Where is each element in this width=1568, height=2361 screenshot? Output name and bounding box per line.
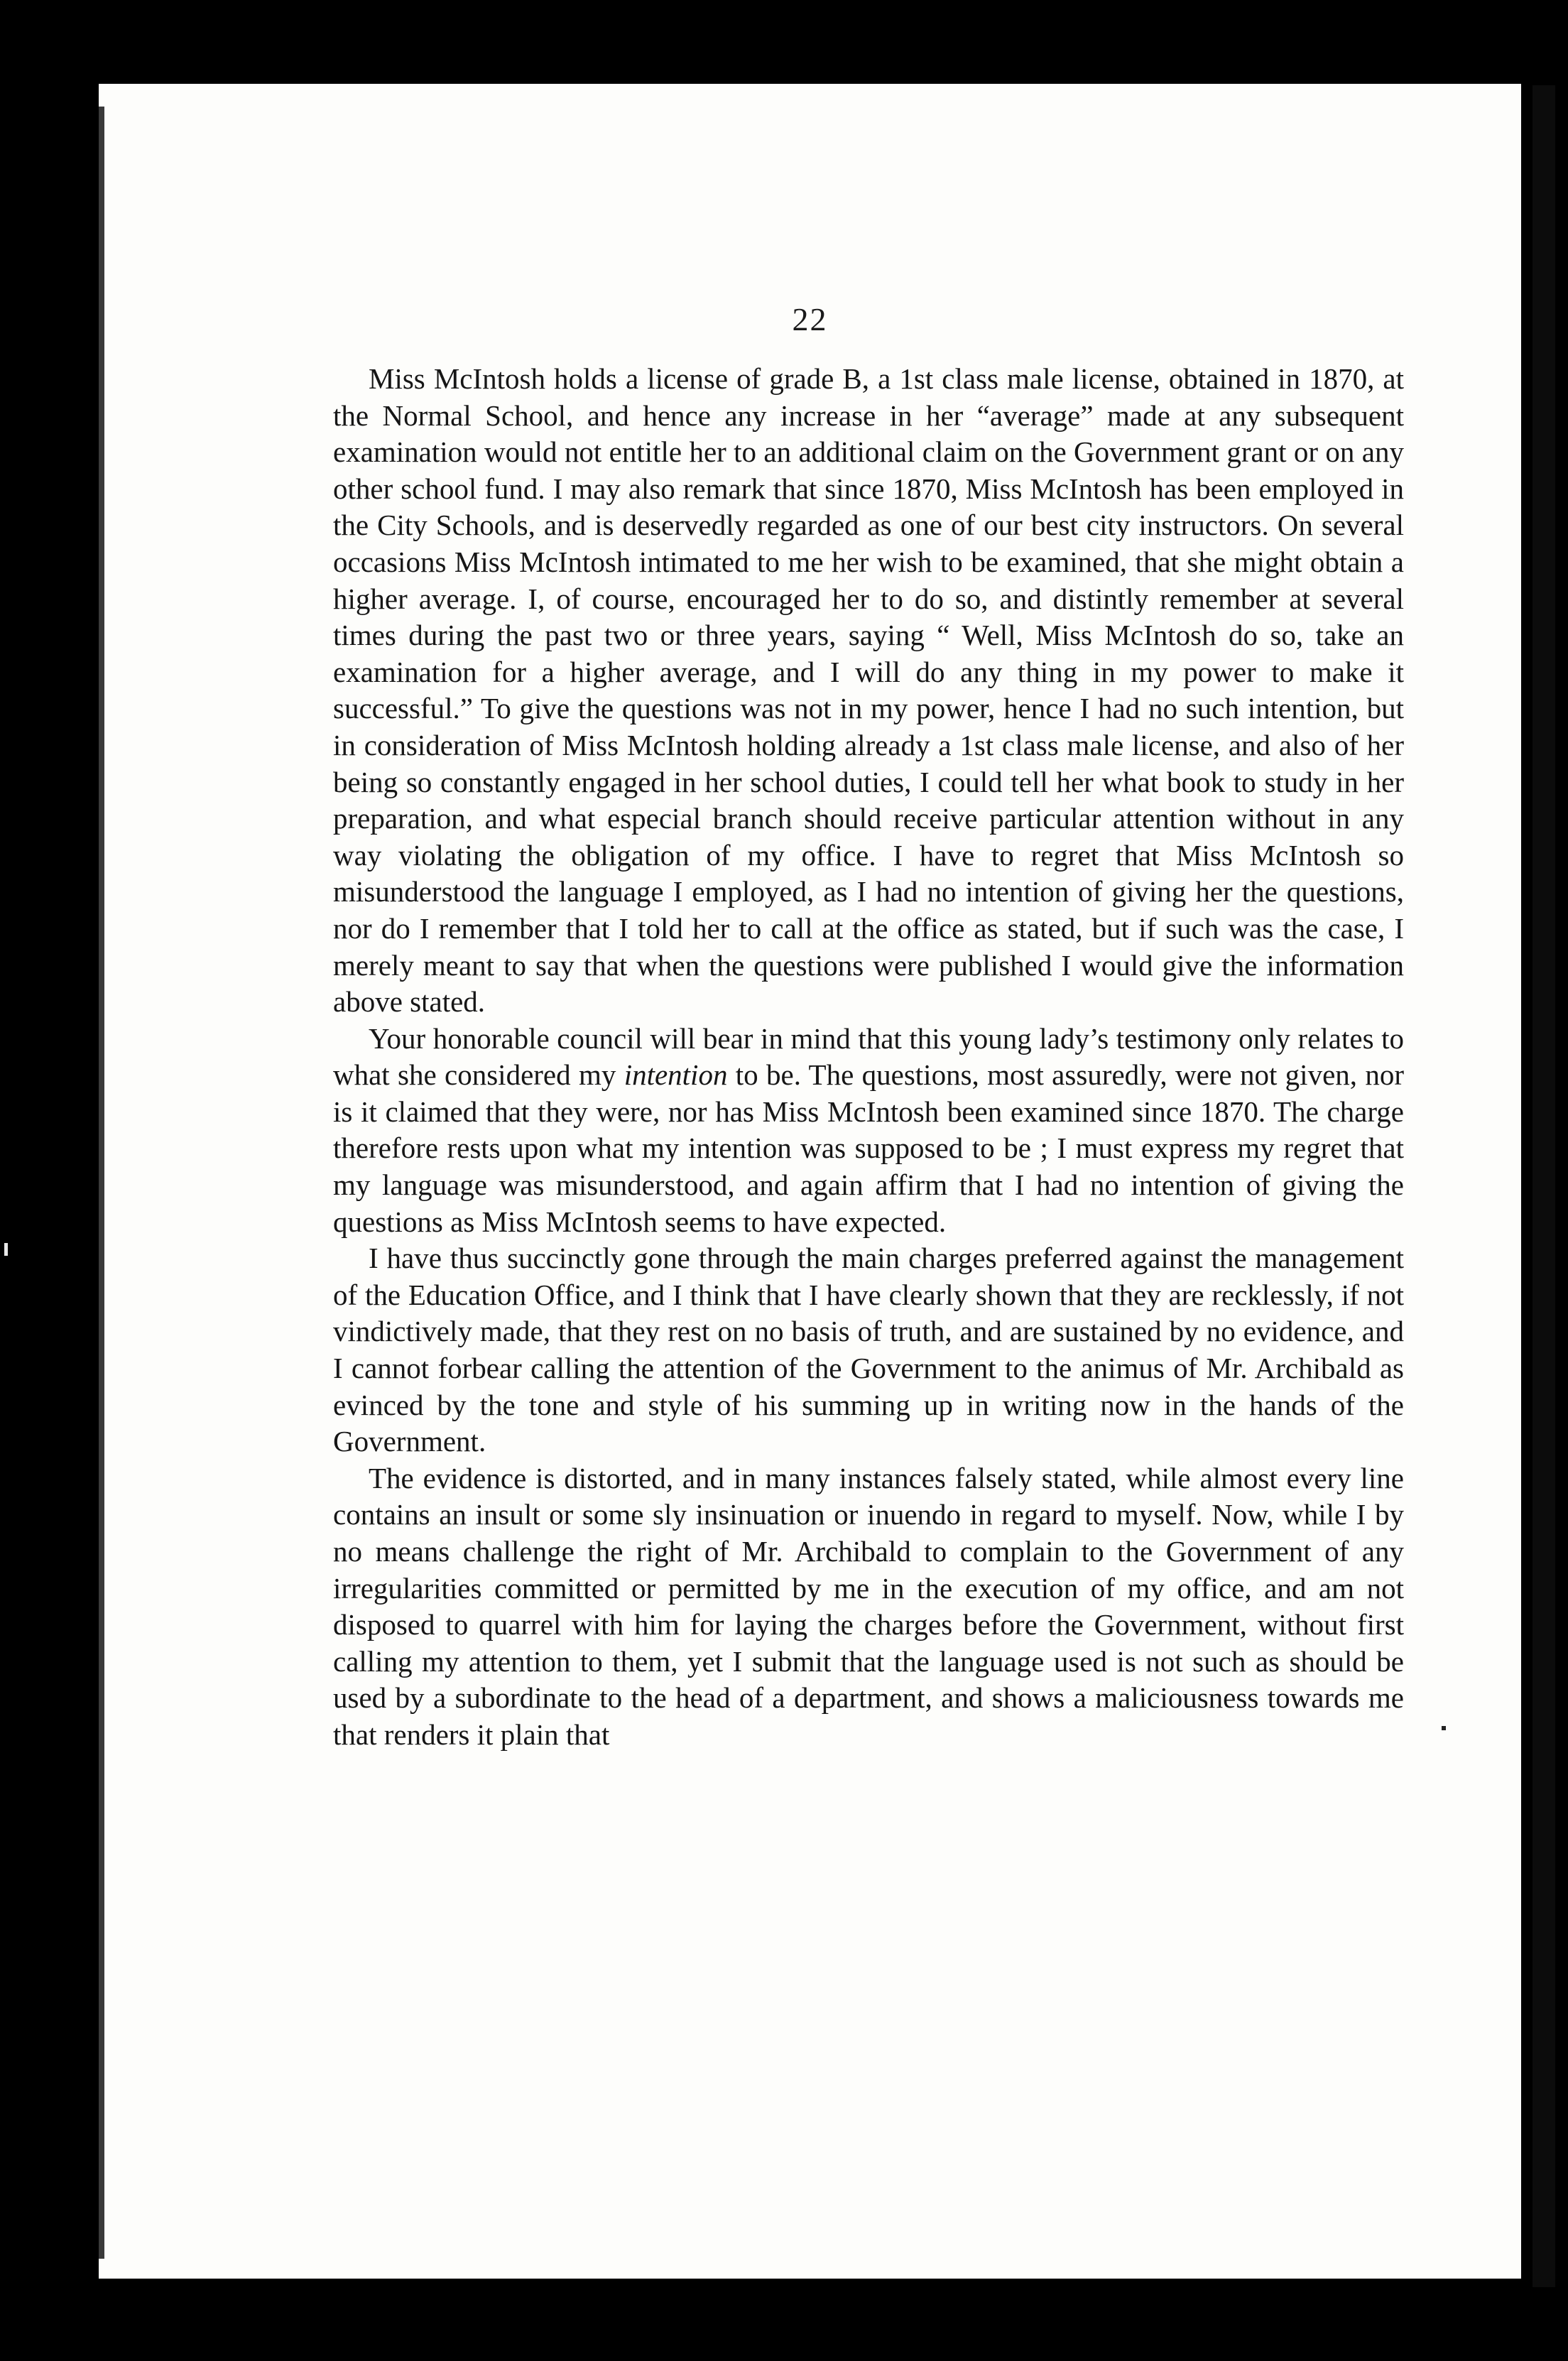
scan-speck: [4, 1243, 8, 1256]
paragraph-2: [333, 1021, 1404, 1241]
paragraph-3-text: I have thus succinctly gone through the main charges preferred against the management of the Education Office, and I think that I have clearly shown that they are recklessly, if not vindictively made, that they rest on no basis of truth, and are sustained by no evidence, and I cannot forbear calling the attention of the Government to the animus of Mr. Archibald as evinced by the tone and style of his summing up in writing now in the hands of the Government.: [333, 1242, 1404, 1458]
page-spine-shadow: [99, 107, 104, 2259]
scan-border-right: [1532, 85, 1555, 2287]
paragraph-3: [333, 1240, 1404, 1460]
scan-speck: [1442, 1726, 1446, 1730]
paragraph-2-text-start: Your honorable council will bear in mind that this young lady’s testimony only relates to what she considered my: [333, 1021, 1404, 1092]
paragraph-4: [333, 1460, 1404, 1754]
paragraph-1: [333, 361, 1404, 1021]
page-number: 22: [792, 301, 828, 337]
paragraph-2-text-end: to be. The questions, most assuredly, were not given, nor is it claimed that they were, nor has Miss McIntosh been examined since 1870. The charge therefore rests upon what my intention was supposed to be ; I must express my regret that my language was misunderstood, and again affirm that I had no intention of giving the questions as Miss McIntosh seems to have expected.: [333, 1058, 1405, 1238]
paragraph-1-text: Miss McIntosh holds a license of grade B, a 1st class male license, obtained in 1870, at the Normal School, and hence any increase in her “average” made at any subsequent examination would not entitle her to an additional claim on the Government grant or on any other school fund. I may also remark that since 1870, Miss McIntosh has been employed in the City Schools, and is deservedly regarded as one of our best city instructors. On several occasions Miss McIntosh intimated to me her wish to be examined, that she might obtain a higher average. I, of course, encouraged her to do so, and distintly remember at several times during the past two or three years, saying “ Well, Miss McIntosh do so, take an examination for a higher average, and I will do any thing in my power to make it successful.” To give the questions was not in my power, hence I had no such intention, but in consideration of Miss McIntosh holding already a 1st class male license, and also of her being so constantly engaged in her school duties, I could tell her what book to study in her preparation, and what especial branch should receive particular attention without in any way violating the obligation of my office. I have to regret that Miss McIntosh so misunderstood the language I employed, as I had no intention of giving her the questions, nor do I remember that I told her to call at the office as stated, but if such was the case, I merely meant to say that when the questions were published I would give the information above stated.: [333, 362, 1404, 1019]
paragraph-2-emphasis: intention: [624, 1058, 728, 1092]
paragraph-4-text: The evidence is distorted, and in many instances falsely stated, while almost every line contains an insult or some sly insinuation or inuendo in regard to myself. Now, while I by no means challenge the right of Mr. Archibald to complain to the Government of any irregularities committed or permitted by me in the execution of my office, and am not disposed to quarrel with him for laying the charges before the Government, without first calling my attention to them, yet I submit that the language used is not such as should be used by a subordinate to the head of a department, and shows a maliciousness towards me that renders it plain that: [333, 1461, 1404, 1751]
book-page: [99, 84, 1521, 2279]
body-text: [333, 361, 1404, 1754]
